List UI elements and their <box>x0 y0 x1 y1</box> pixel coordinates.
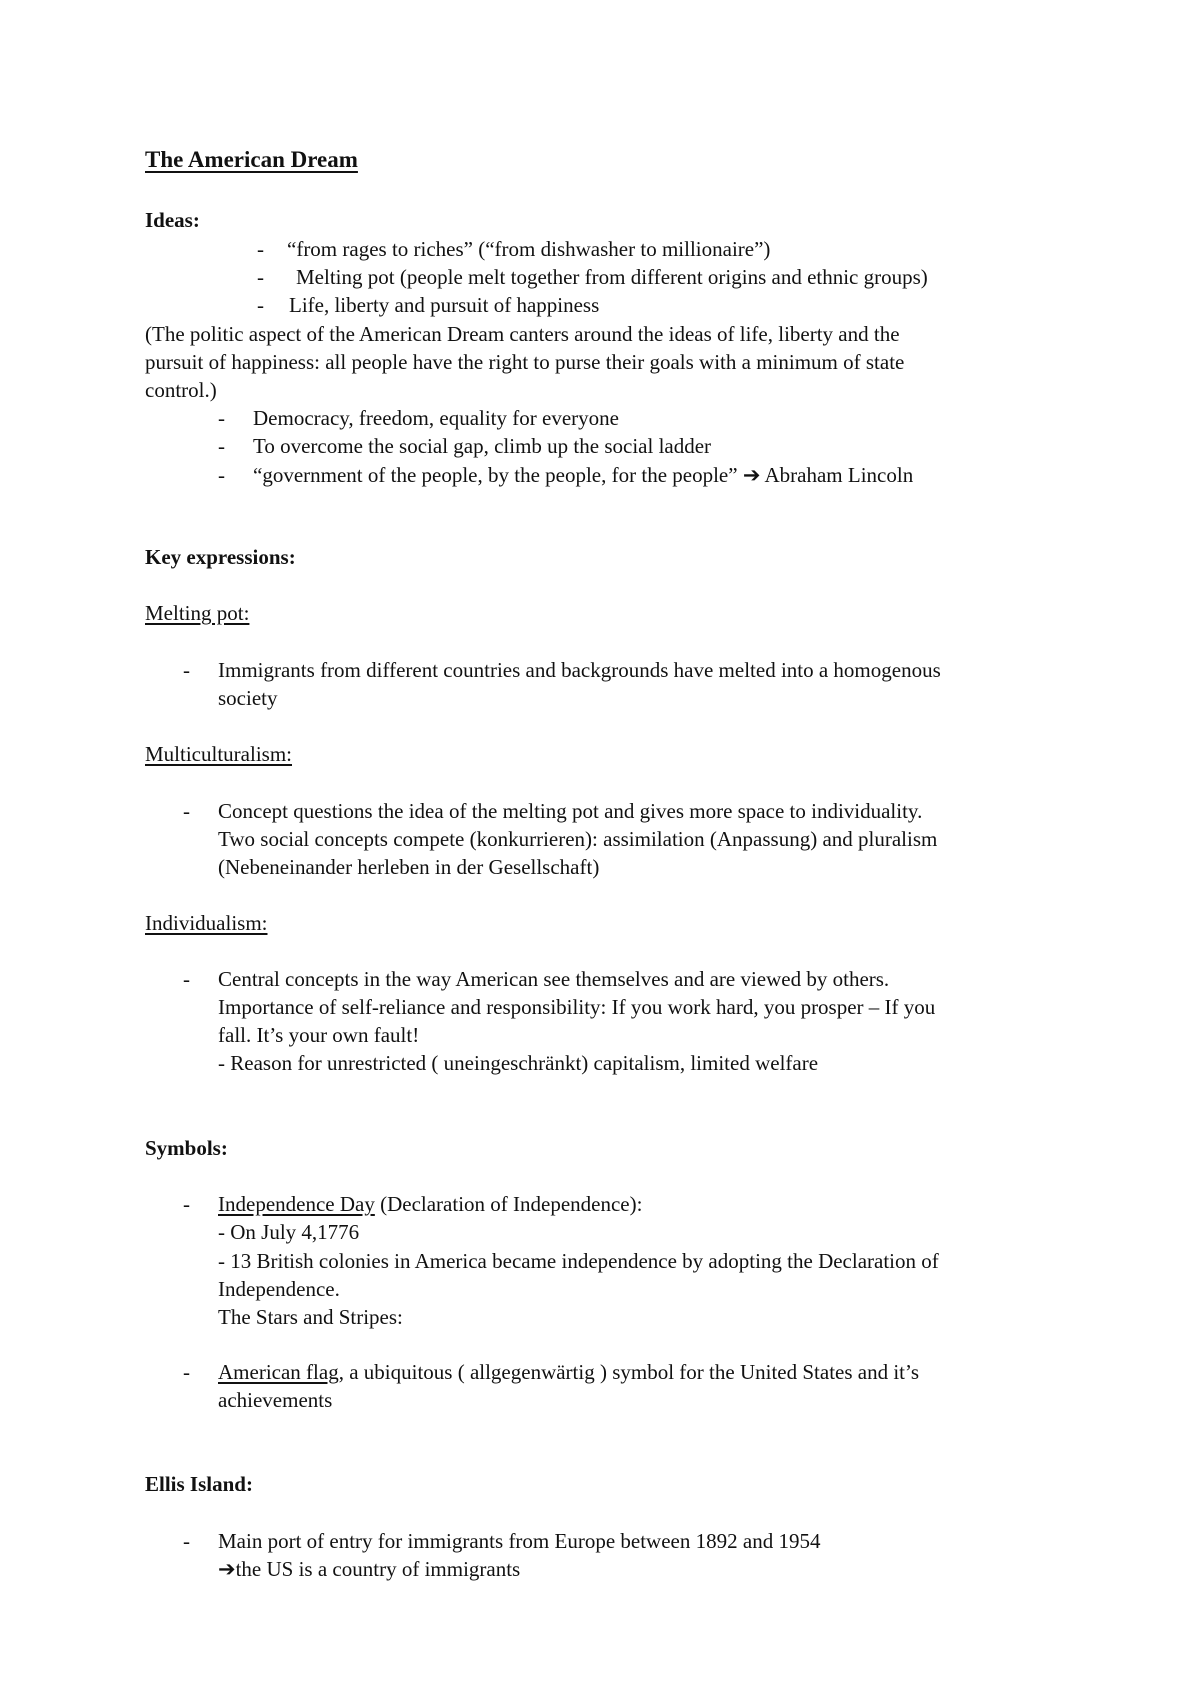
independence-line: - On July 4,1776 <box>218 1220 360 1244</box>
ellis-island-line: Main port of entry for immigrants from Europe between 1892 and 1954 <box>218 1529 821 1553</box>
melting-pot-label: Melting pot: <box>145 601 250 625</box>
stars-and-stripes-label: The Stars and Stripes: <box>218 1305 403 1329</box>
symbols-heading: Symbols: <box>145 1136 228 1160</box>
bullet-dash: - <box>257 265 264 289</box>
individualism-line: fall. It’s your own fault! <box>218 1023 420 1047</box>
american-flag-term: American flag <box>218 1360 339 1384</box>
ideas-item: “government of the people, by the people, for the people” ➔ Abraham Lincoln <box>253 463 914 487</box>
melting-pot-line: Immigrants from different countries and backgrounds have melted into a homogenous <box>218 658 941 682</box>
ideas-paragraph-line: pursuit of happiness: all people have the right to purse their goals with a minimum of state <box>145 350 905 374</box>
bullet-dash: - <box>183 658 190 682</box>
independence-day-term: Independence Day <box>218 1192 375 1216</box>
multiculturalism-line: Two social concepts compete (konkurrieren): assimilation (Anpassung) and pluralism <box>218 827 938 851</box>
page-title: The American Dream <box>145 147 358 172</box>
bullet-dash: - <box>218 406 225 430</box>
bullet-dash: - <box>183 1360 190 1384</box>
ideas-item: “from rages to riches” (“from dishwasher to millionaire”) <box>287 237 771 261</box>
independence-day-desc: (Declaration of Independence): <box>374 1192 643 1216</box>
individualism-label: Individualism: <box>145 911 268 935</box>
ideas-paragraph-line: (The politic aspect of the American Dream canters around the ideas of life, liberty and the <box>145 322 900 346</box>
bullet-dash: - <box>257 237 264 261</box>
ideas-heading: Ideas: <box>145 208 200 232</box>
melting-pot-line: society <box>218 686 278 710</box>
independence-day-line <box>218 1190 642 1218</box>
bullet-dash: - <box>257 293 264 317</box>
key-expressions-heading: Key expressions: <box>145 545 296 569</box>
ideas-item: Life, liberty and pursuit of happiness <box>289 293 600 317</box>
ideas-item: To overcome the social gap, climb up the social ladder <box>253 434 712 458</box>
bullet-dash: - <box>183 799 190 823</box>
ideas-item: Democracy, freedom, equality for everyone <box>253 406 619 430</box>
bullet-dash: - <box>183 1192 190 1216</box>
american-flag-desc: , a ubiquitous ( allgegenwärtig ) symbol for the United States and it’s <box>338 1360 920 1384</box>
individualism-line: Importance of self-reliance and responsibility: If you work hard, you prosper – If you <box>218 995 936 1019</box>
bullet-dash: - <box>183 967 190 991</box>
ellis-island-line: ➔the US is a country of immigrants <box>218 1557 521 1581</box>
multiculturalism-line: (Nebeneinander herleben in der Gesellschaft) <box>218 855 600 879</box>
ideas-paragraph-line: control.) <box>145 378 217 402</box>
independence-line: Independence. <box>218 1277 340 1301</box>
bullet-dash: - <box>218 434 225 458</box>
multiculturalism-label: Multiculturalism: <box>145 742 292 766</box>
independence-line: - 13 British colonies in America became independence by adopting the Declaration of <box>218 1249 939 1273</box>
american-flag-line <box>218 1358 919 1386</box>
bullet-dash: - <box>218 463 225 487</box>
ideas-item: Melting pot (people melt together from different origins and ethnic groups) <box>296 265 928 289</box>
individualism-line: - Reason for unrestricted ( uneingeschränkt) capitalism, limited welfare <box>218 1051 819 1075</box>
bullet-dash: - <box>183 1529 190 1553</box>
ellis-island-heading: Ellis Island: <box>145 1472 253 1496</box>
individualism-line: Central concepts in the way American see themselves and are viewed by others. <box>218 967 890 991</box>
multiculturalism-line: Concept questions the idea of the melting pot and gives more space to individuality. <box>218 799 923 823</box>
american-flag-line2: achievements <box>218 1388 333 1412</box>
